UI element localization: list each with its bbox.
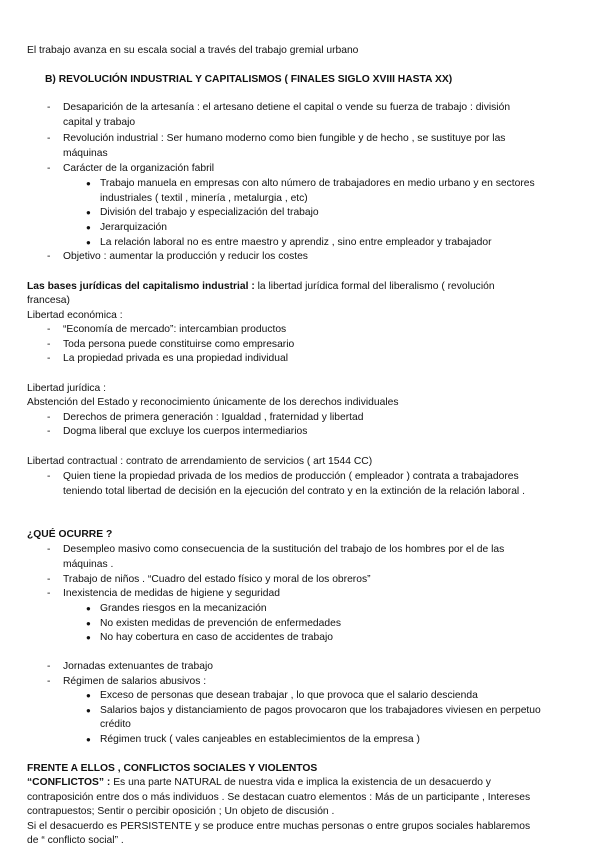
list-item: Régimen de salarios abusivos : (63, 676, 207, 687)
list-item-continuation: máquinas (63, 148, 108, 159)
que-ocurre-heading: ¿QUÉ OCURRE ? (27, 529, 113, 540)
bullet-item: Exceso de personas que desean trabajar , lo que provoca que el salario descienda (100, 690, 478, 701)
bullet-item: Salarios bajos y distanciamiento de pagos provocaron que los trabajadores viviesen en perpetuo (100, 705, 541, 716)
bullet-item: La relación laboral no es entre maestro y aprendiz , sino entre empleador y trabajador (100, 237, 492, 248)
bullet-marker: ● (86, 223, 91, 232)
economic-label: Libertad económica : (27, 310, 123, 321)
dash-marker: - (47, 544, 51, 555)
dash-marker: - (47, 676, 51, 687)
juridical-sub: Abstención del Estado y reconocimiento únicamente de los derechos individuales (27, 397, 399, 408)
bullet-marker: ● (86, 238, 91, 247)
bullet-marker: ● (86, 633, 91, 642)
list-item: Derechos de primera generación : Igualdad , fraternidad y libertad (63, 412, 364, 423)
list-item: Jornadas extenuantes de trabajo (63, 661, 213, 672)
list-item-continuation: teniendo total libertad de decisión en la ejecución del contrato y en la extinción de la relación laboral . (63, 486, 525, 497)
dash-marker: - (47, 574, 51, 585)
list-item: Desaparición de la artesanía : el artesano detiene el capital o vende su fuerza de trabajo : división (63, 102, 511, 113)
bullet-marker: ● (86, 208, 91, 217)
bullet-item: Grandes riesgos en la mecanización (100, 603, 267, 614)
dash-marker: - (47, 471, 51, 482)
bullet-marker: ● (86, 691, 91, 700)
bases-title: Las bases jurídicas del capitalismo industrial : (27, 281, 255, 292)
list-item: Trabajo de niños . “Cuadro del estado físico y moral de los obreros” (63, 574, 371, 585)
bases-line (27, 280, 495, 293)
list-item: Desempleo masivo como consecuencia de la sustitución del trabajo de los hombres por el de las (63, 544, 505, 555)
bullet-item: No existen medidas de prevención de enfermedades (100, 618, 341, 629)
objective-line: Objetivo : aumentar la producción y reducir los costes (63, 251, 308, 262)
persistent-line: de “ conflicto social” . (27, 835, 124, 846)
list-item: Dogma liberal que excluye los cuerpos intermediarios (63, 426, 308, 437)
contractual-label: Libertad contractual : contrato de arrendamiento de servicios ( art 1544 CC) (27, 456, 373, 467)
list-item: “Economía de mercado”: intercambian productos (63, 324, 287, 335)
bullet-item: Régimen truck ( vales canjeables en establecimientos de la empresa ) (100, 734, 420, 745)
bases-line-continuation: francesa) (27, 295, 70, 306)
juridical-label: Libertad jurídica : (27, 383, 106, 394)
bullet-marker: ● (86, 706, 91, 715)
dash-marker: - (47, 426, 51, 437)
bullet-item: No hay cobertura en caso de accidentes de trabajo (100, 632, 333, 643)
bullet-item: Trabajo manuela en empresas con alto número de trabajadores en medio urbano y en sectores (100, 178, 535, 189)
dash-marker: - (47, 133, 51, 144)
dash-marker: - (47, 251, 51, 262)
dash-marker: - (47, 353, 51, 364)
list-item-continuation: capital y trabajo (63, 117, 136, 128)
dash-marker: - (47, 412, 51, 423)
dash-marker: - (47, 163, 51, 174)
list-item: Toda persona puede constituirse como empresario (63, 339, 295, 350)
intro-line: El trabajo avanza en su escala social a través del trabajo gremial urbano (27, 45, 359, 56)
list-item: Inexistencia de medidas de higiene y seguridad (63, 588, 280, 599)
dash-marker: - (47, 102, 51, 113)
bullet-marker: ● (86, 735, 91, 744)
conflicts-def-text: Es una parte NATURAL de nuestra vida e implica la existencia de un desacuerdo y (110, 777, 491, 788)
list-item-continuation: máquinas . (63, 559, 114, 570)
dash-marker: - (47, 339, 51, 350)
section-b-heading: B) REVOLUCIÓN INDUSTRIAL Y CAPITALISMOS ( FINALES SIGLO XVIII HASTA XX) (45, 74, 453, 85)
dash-marker: - (47, 324, 51, 335)
bullet-item-continuation: industriales ( textil , minería , metalurgia , etc) (100, 193, 308, 204)
bases-text: la libertad jurídica formal del liberalismo ( revolución (254, 281, 495, 292)
bullet-marker: ● (86, 604, 91, 613)
conflicts-definition (27, 776, 491, 789)
dash-marker: - (47, 661, 51, 672)
list-item: Quien tiene la propiedad privada de los medios de producción ( empleador ) contrata a trabajadores (63, 471, 519, 482)
list-item: La propiedad privada es una propiedad individual (63, 353, 288, 364)
list-item: Carácter de la organización fabril (63, 163, 215, 174)
conflicts-term: “CONFLICTOS” : (27, 777, 111, 788)
conflicts-def-line: contrapuestos; Sentir o percibir oposición ; Un objeto de discusión . (27, 806, 335, 817)
persistent-line: Si el desacuerdo es PERSISTENTE y se produce entre muchas personas o entre grupos sociales hablaremos (27, 821, 531, 832)
conflicts-heading: FRENTE A ELLOS , CONFLICTOS SOCIALES Y VIOLENTOS (27, 763, 318, 774)
list-item: Revolución industrial : Ser humano moderno como bien fungible y de hecho , se sustituye por las (63, 133, 506, 144)
conflicts-def-line: contraposición entre dos o más individuos . Se destacan cuatro elementos : Más de un participante , Intereses (27, 792, 531, 803)
bullet-marker: ● (86, 179, 91, 188)
bullet-item-continuation: crédito (100, 719, 131, 730)
bullet-item: Jerarquización (100, 222, 167, 233)
dash-marker: - (47, 588, 51, 599)
bullet-item: División del trabajo y especialización del trabajo (100, 207, 319, 218)
bullet-marker: ● (86, 619, 91, 628)
